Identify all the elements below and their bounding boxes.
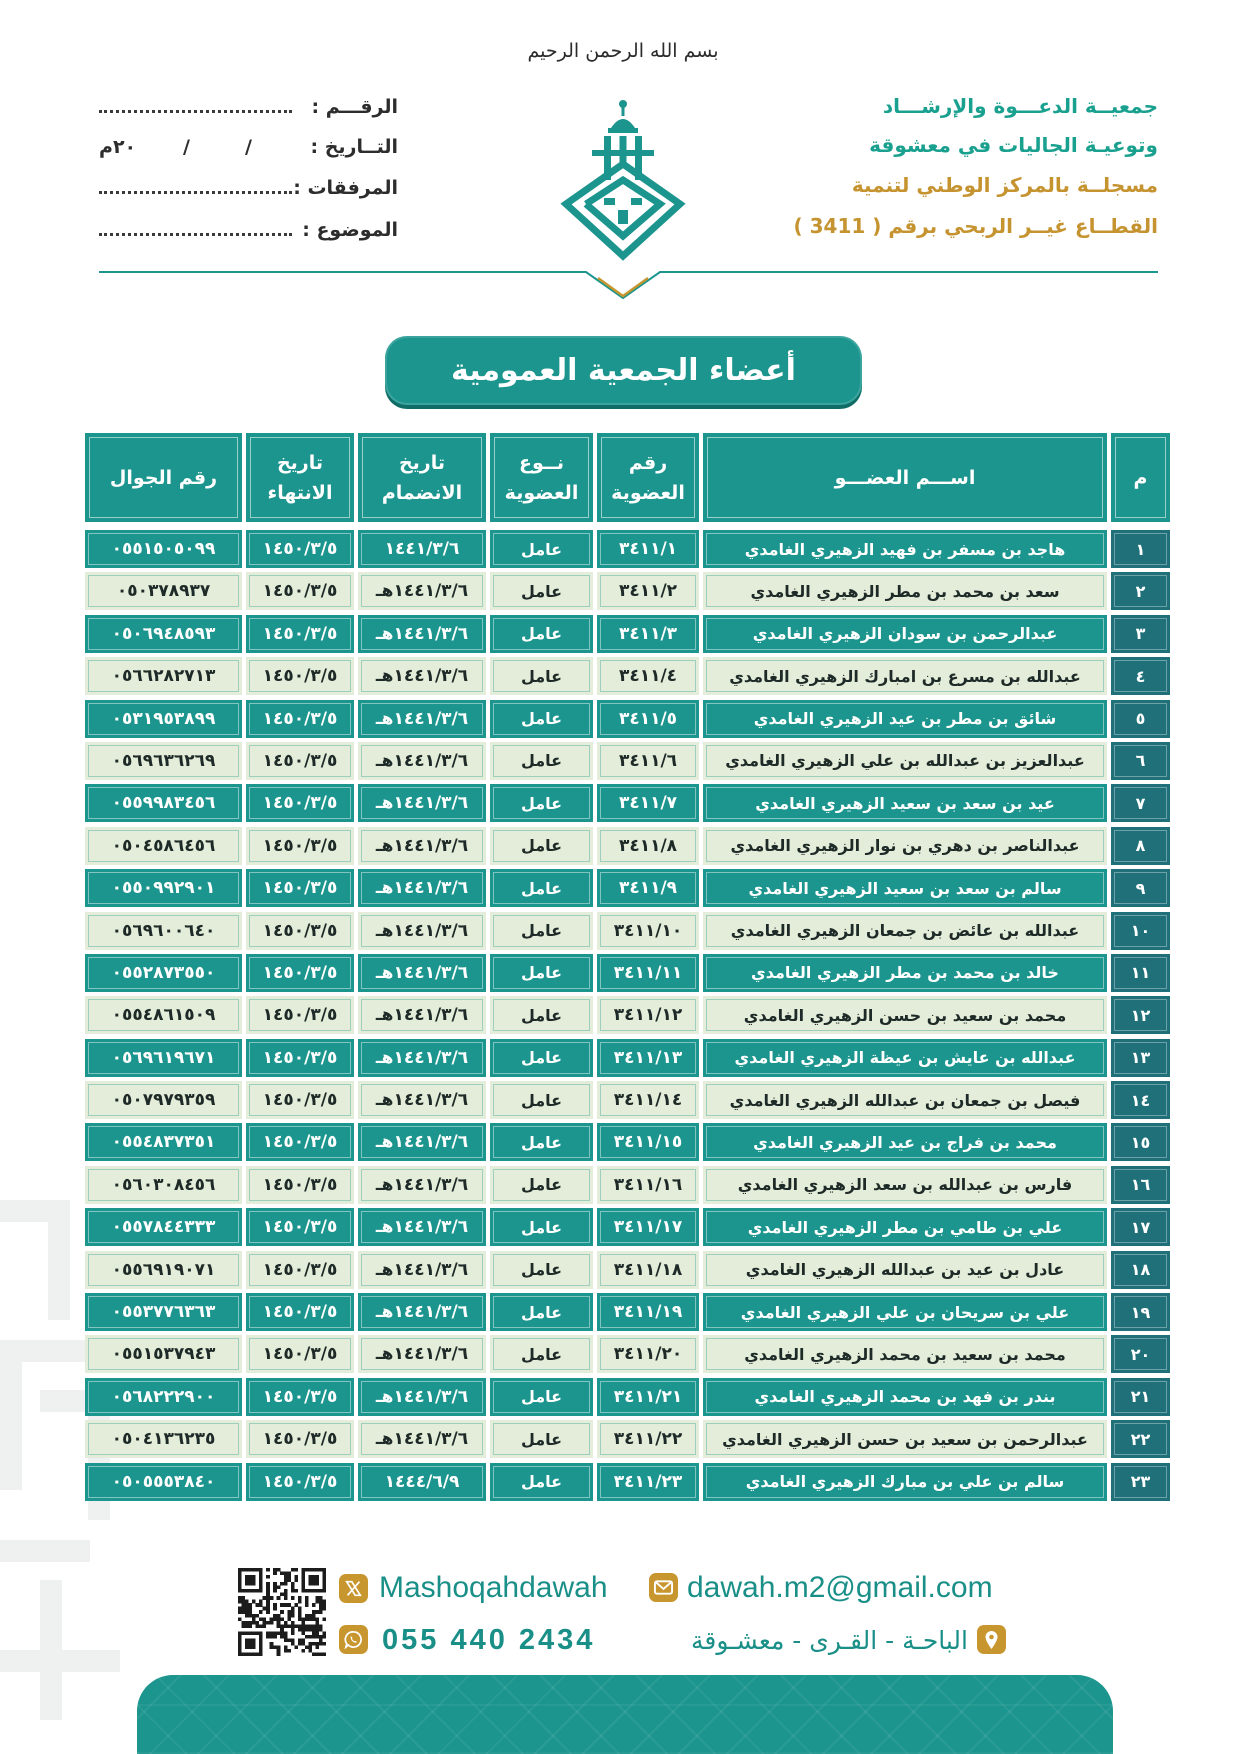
member-name-cell: سالم بن سعد بن سعيد الزهيري الغامدي bbox=[703, 869, 1107, 907]
row-number-cell: ١٥ bbox=[1111, 1123, 1170, 1161]
row-number-cell: ٢ bbox=[1111, 572, 1170, 610]
join-date-cell: ١٤٤١/٣/٦هـ bbox=[358, 869, 486, 907]
membership-number-cell: ٣٤١١/٧ bbox=[597, 784, 699, 822]
reference-number-dotted-line bbox=[99, 110, 292, 113]
header-membership-number-line2: العضوية bbox=[611, 481, 685, 504]
membership-number-cell: ٣٤١١/١٧ bbox=[597, 1208, 699, 1246]
row-number-cell: ١٧ bbox=[1111, 1208, 1170, 1246]
end-date-cell: ١٤٥٠/٣/٥ bbox=[246, 1039, 354, 1077]
membership-number-cell: ٣٤١١/٣ bbox=[597, 615, 699, 653]
membership-type-cell: عامل bbox=[490, 996, 593, 1034]
end-date-cell: ١٤٥٠/٣/٥ bbox=[246, 827, 354, 865]
phone-number-cell: ٠٥٠٤١٣٦٢٣٥ bbox=[85, 1420, 242, 1458]
membership-number-cell: ٣٤١١/١٩ bbox=[597, 1293, 699, 1331]
end-date-cell: ١٤٥٠/٣/٥ bbox=[246, 1378, 354, 1416]
end-date-cell: ١٤٥٠/٣/٥ bbox=[246, 742, 354, 780]
membership-type-cell: عامل bbox=[490, 1335, 593, 1373]
membership-type-cell: عامل bbox=[490, 657, 593, 695]
header-divider bbox=[0, 258, 1246, 308]
join-date-cell: ١٤٤٤/٦/٩ bbox=[358, 1463, 486, 1501]
twitter-handle: Mashoqahdawah bbox=[379, 1571, 608, 1604]
join-date-cell: ١٤٤١/٣/٦هـ bbox=[358, 615, 486, 653]
phone-number-cell: ٠٥٦٩٦٠٠٦٤٠ bbox=[85, 912, 242, 950]
member-name-cell: محمد بن سعيد بن حسن الزهيري الغامدي bbox=[703, 996, 1107, 1034]
row-number-cell: ٥ bbox=[1111, 700, 1170, 738]
table-row bbox=[85, 1039, 1170, 1077]
row-number-cell: ٨ bbox=[1111, 827, 1170, 865]
join-date-cell: ١٤٤١/٣/٦هـ bbox=[358, 827, 486, 865]
member-name-cell: عبدالله بن عائض بن جمعان الزهيري الغامدي bbox=[703, 912, 1107, 950]
membership-number-cell: ٣٤١١/١٢ bbox=[597, 996, 699, 1034]
header-member-name-label: اســـم العضـــو bbox=[834, 466, 976, 489]
end-date-cell: ١٤٥٠/٣/٥ bbox=[246, 1123, 354, 1161]
membership-number-cell: ٣٤١١/١٣ bbox=[597, 1039, 699, 1077]
end-date-cell: ١٤٥٠/٣/٥ bbox=[246, 996, 354, 1034]
phone-number-cell: ٠٥٥١٥٠٥٠٩٩ bbox=[85, 530, 242, 568]
membership-number-cell: ٣٤١١/٢٣ bbox=[597, 1463, 699, 1501]
end-date-cell: ١٤٥٠/٣/٥ bbox=[246, 1208, 354, 1246]
phone-number-cell: ٠٥٥٤٨٣٧٣٥١ bbox=[85, 1123, 242, 1161]
table-row bbox=[85, 1166, 1170, 1204]
membership-type-cell: عامل bbox=[490, 1208, 593, 1246]
phone-number-cell: ٠٥٥٩٩٨٣٤٥٦ bbox=[85, 784, 242, 822]
table-row bbox=[85, 869, 1170, 907]
table-row bbox=[85, 530, 1170, 568]
membership-number-cell: ٣٤١١/١٥ bbox=[597, 1123, 699, 1161]
phone-number-cell: ٠٥٠٣٧٨٩٣٧ bbox=[85, 572, 242, 610]
join-date-cell: ١٤٤١/٣/٦هـ bbox=[358, 1081, 486, 1119]
end-date-cell: ١٤٥٠/٣/٥ bbox=[246, 1166, 354, 1204]
org-registration-line2: القطــاع غيــر الربحي برقم ( 3411 ) bbox=[793, 214, 1158, 238]
end-date-cell: ١٤٥٠/٣/٥ bbox=[246, 1463, 354, 1501]
end-date-cell: ١٤٥٠/٣/٥ bbox=[246, 700, 354, 738]
end-date-cell: ١٤٥٠/٣/٥ bbox=[246, 912, 354, 950]
phone-number-cell: ٠٥٠٧٩٧٩٣٥٩ bbox=[85, 1081, 242, 1119]
x-icon bbox=[339, 1574, 368, 1603]
member-name-cell: عبدالرحمن بن سودان الزهيري الغامدي bbox=[703, 615, 1107, 653]
header-end-date-line1: تاريخ bbox=[276, 451, 324, 474]
membership-number-cell: ٣٤١١/١٤ bbox=[597, 1081, 699, 1119]
member-name-cell: فيصل بن جمعان بن عبدالله الزهيري الغامدي bbox=[703, 1081, 1107, 1119]
phone-number-cell: ٠٥٠٦٩٤٨٥٩٣ bbox=[85, 615, 242, 653]
member-name-cell: سعد بن محمد بن مطر الزهيري الغامدي bbox=[703, 572, 1107, 610]
subject-label: الموضوع : bbox=[302, 219, 398, 241]
end-date-cell: ١٤٥٠/٣/٥ bbox=[246, 615, 354, 653]
membership-number-cell: ٣٤١١/٢٠ bbox=[597, 1335, 699, 1373]
membership-type-cell: عامل bbox=[490, 784, 593, 822]
end-date-cell: ١٤٥٠/٣/٥ bbox=[246, 1293, 354, 1331]
join-date-cell: ١٤٤١/٣/٦هـ bbox=[358, 1039, 486, 1077]
table-row bbox=[85, 996, 1170, 1034]
association-logo bbox=[558, 98, 688, 263]
membership-type-cell: عامل bbox=[490, 1081, 593, 1119]
org-registration-line1: مسجلــة بالمركز الوطني لتنمية bbox=[851, 173, 1158, 197]
email-address: dawah.m2@gmail.com bbox=[687, 1571, 993, 1604]
member-name-cell: هاجد بن مسفر بن فهيد الزهيري الغامدي bbox=[703, 530, 1107, 568]
phone-number: 055 440 2434 bbox=[382, 1624, 596, 1656]
membership-number-cell: ٣٤١١/٤ bbox=[597, 657, 699, 695]
member-name-cell: عبدالله بن عايش بن عيظة الزهيري الغامدي bbox=[703, 1039, 1107, 1077]
table-header-row bbox=[85, 433, 1170, 522]
member-name-cell: عيد بن سعد بن سعيد الزهيري الغامدي bbox=[703, 784, 1107, 822]
end-date-cell: ١٤٥٠/٣/٥ bbox=[246, 530, 354, 568]
table-row bbox=[85, 1463, 1170, 1501]
row-number-cell: ١٣ bbox=[1111, 1039, 1170, 1077]
header-phone bbox=[85, 433, 242, 522]
attachments-label: المرفقات : bbox=[293, 177, 398, 199]
header-membership-number bbox=[597, 433, 699, 522]
member-name-cell: فارس بن عبدالله بن سعد الزهيري الغامدي bbox=[703, 1166, 1107, 1204]
join-date-cell: ١٤٤١/٣/٦هـ bbox=[358, 1208, 486, 1246]
join-date-cell: ١٤٤١/٣/٦هـ bbox=[358, 954, 486, 992]
member-name-cell: عبدالعزيز بن عبدالله بن علي الزهيري الغامدي bbox=[703, 742, 1107, 780]
table-row bbox=[85, 827, 1170, 865]
membership-type-cell: عامل bbox=[490, 700, 593, 738]
membership-type-cell: عامل bbox=[490, 869, 593, 907]
join-date-cell: ١٤٤١/٣/٦هـ bbox=[358, 1251, 486, 1289]
join-date-cell: ١٤٤١/٣/٦هـ bbox=[358, 742, 486, 780]
row-number-cell: ٢٢ bbox=[1111, 1420, 1170, 1458]
reference-number-label: الرقـــم : bbox=[311, 96, 398, 118]
whatsapp-icon bbox=[339, 1625, 368, 1654]
membership-number-cell: ٣٤١١/٢ bbox=[597, 572, 699, 610]
phone-number-cell: ٠٥٦٦٢٨٢٧١٣ bbox=[85, 657, 242, 695]
row-number-cell: ٢١ bbox=[1111, 1378, 1170, 1416]
basmala-calligraphy: بسم الله الرحمن الرحيم bbox=[527, 40, 719, 62]
members-table bbox=[85, 433, 1170, 1492]
end-date-cell: ١٤٥٠/٣/٥ bbox=[246, 1420, 354, 1458]
member-name-cell: علي بن سريحان بن علي الزهيري الغامدي bbox=[703, 1293, 1107, 1331]
header-end-date-line2: الانتهاء bbox=[267, 481, 333, 504]
phone-number-cell: ٠٥٥٣٧٧٦٣٦٣ bbox=[85, 1293, 242, 1331]
row-number-cell: ٢٣ bbox=[1111, 1463, 1170, 1501]
member-name-cell: بندر بن فهد بن محمد الزهيري الغامدي bbox=[703, 1378, 1107, 1416]
phone-number-cell: ٠٥٥٧٨٤٤٣٣٣ bbox=[85, 1208, 242, 1246]
member-name-cell: سالم بن علي بن مبارك الزهيري الغامدي bbox=[703, 1463, 1107, 1501]
header-number bbox=[1111, 433, 1170, 522]
end-date-cell: ١٤٥٠/٣/٥ bbox=[246, 869, 354, 907]
membership-number-cell: ٣٤١١/٥ bbox=[597, 700, 699, 738]
phone-number-cell: ٠٥٦٠٣٠٨٤٥٦ bbox=[85, 1166, 242, 1204]
row-number-cell: ١ bbox=[1111, 530, 1170, 568]
row-number-cell: ١٢ bbox=[1111, 996, 1170, 1034]
row-number-cell: ٢٠ bbox=[1111, 1335, 1170, 1373]
join-date-cell: ١٤٤١/٣/٦هـ bbox=[358, 1335, 486, 1373]
end-date-cell: ١٤٥٠/٣/٥ bbox=[246, 572, 354, 610]
table-row bbox=[85, 912, 1170, 950]
attachments-dotted-line bbox=[99, 191, 292, 194]
member-name-cell: عادل بن عيد بن عبدالله الزهيري الغامدي bbox=[703, 1251, 1107, 1289]
page-title: أعضاء الجمعية العمومية bbox=[385, 336, 862, 405]
member-name-cell: عبدالرحمن بن سعيد بن حسن الزهيري الغامدي bbox=[703, 1420, 1107, 1458]
membership-number-cell: ٣٤١١/٢١ bbox=[597, 1378, 699, 1416]
table-row bbox=[85, 1420, 1170, 1458]
header-join-date-line1: تاريخ bbox=[398, 451, 446, 474]
membership-type-cell: عامل bbox=[490, 742, 593, 780]
membership-type-cell: عامل bbox=[490, 1123, 593, 1161]
member-name-cell: محمد بن فراج بن عيد الزهيري الغامدي bbox=[703, 1123, 1107, 1161]
table-row bbox=[85, 784, 1170, 822]
email-icon bbox=[649, 1573, 678, 1602]
row-number-cell: ٩ bbox=[1111, 869, 1170, 907]
qr-code bbox=[238, 1568, 326, 1656]
phone-number-cell: ٠٥٥٦٩١٩٠٧١ bbox=[85, 1251, 242, 1289]
end-date-cell: ١٤٥٠/٣/٥ bbox=[246, 657, 354, 695]
end-date-cell: ١٤٥٠/٣/٥ bbox=[246, 1251, 354, 1289]
join-date-cell: ١٤٤١/٣/٦هـ bbox=[358, 700, 486, 738]
membership-number-cell: ٣٤١١/٦ bbox=[597, 742, 699, 780]
table-row bbox=[85, 657, 1170, 695]
membership-type-cell: عامل bbox=[490, 912, 593, 950]
row-number-cell: ٦ bbox=[1111, 742, 1170, 780]
phone-number-cell: ٠٥٥٤٨٦١٥٠٩ bbox=[85, 996, 242, 1034]
phone-number-cell: ٠٥٥٠٩٩٢٩٠١ bbox=[85, 869, 242, 907]
header-membership-type bbox=[490, 433, 593, 522]
table-row bbox=[85, 1081, 1170, 1119]
membership-type-cell: عامل bbox=[490, 572, 593, 610]
org-name-line1: جمعيــة الدعـــوة والإرشـــاد bbox=[882, 94, 1158, 118]
membership-type-cell: عامل bbox=[490, 1039, 593, 1077]
join-date-cell: ١٤٤١/٣/٦هـ bbox=[358, 1123, 486, 1161]
footer-decorative-band bbox=[137, 1675, 1113, 1754]
table-row bbox=[85, 572, 1170, 610]
membership-number-cell: ٣٤١١/١ bbox=[597, 530, 699, 568]
join-date-cell: ١٤٤١/٣/٦هـ bbox=[358, 572, 486, 610]
table-row bbox=[85, 1335, 1170, 1373]
location-text: الباحـة - القـرى - معشـوقة bbox=[691, 1626, 968, 1655]
membership-number-cell: ٣٤١١/١١ bbox=[597, 954, 699, 992]
membership-number-cell: ٣٤١١/١٨ bbox=[597, 1251, 699, 1289]
header-end-date bbox=[246, 433, 354, 522]
date-label: التــاريخ : bbox=[310, 136, 398, 158]
join-date-cell: ١٤٤١/٣/٦ bbox=[358, 530, 486, 568]
join-date-cell: ١٤٤١/٣/٦هـ bbox=[358, 784, 486, 822]
member-name-cell: علي بن طامي بن مطر الزهيري الغامدي bbox=[703, 1208, 1107, 1246]
header-join-date bbox=[358, 433, 486, 522]
join-date-cell: ١٤٤١/٣/٦هـ bbox=[358, 1166, 486, 1204]
membership-type-cell: عامل bbox=[490, 1463, 593, 1501]
member-name-cell: خالد بن محمد بن مطر الزهيري الغامدي bbox=[703, 954, 1107, 992]
phone-number-cell: ٠٥٦٩٦١٩٦٧١ bbox=[85, 1039, 242, 1077]
row-number-cell: ١٨ bbox=[1111, 1251, 1170, 1289]
phone-number-cell: ٠٥٠٥٥٥٣٨٤٠ bbox=[85, 1463, 242, 1501]
membership-number-cell: ٣٤١١/٨ bbox=[597, 827, 699, 865]
end-date-cell: ١٤٥٠/٣/٥ bbox=[246, 784, 354, 822]
header-join-date-line2: الانضمام bbox=[381, 481, 463, 504]
subject-dotted-line bbox=[99, 233, 292, 236]
membership-type-cell: عامل bbox=[490, 1166, 593, 1204]
header-member-name bbox=[703, 433, 1107, 522]
table-row bbox=[85, 1251, 1170, 1289]
membership-number-cell: ٣٤١١/٢٢ bbox=[597, 1420, 699, 1458]
location-pin-icon bbox=[977, 1625, 1006, 1654]
join-date-cell: ١٤٤١/٣/٦هـ bbox=[358, 657, 486, 695]
end-date-cell: ١٤٥٠/٣/٥ bbox=[246, 1081, 354, 1119]
row-number-cell: ٧ bbox=[1111, 784, 1170, 822]
row-number-cell: ١٦ bbox=[1111, 1166, 1170, 1204]
date-separator: / bbox=[245, 136, 252, 158]
header-membership-number-line1: رقم bbox=[628, 451, 668, 474]
join-date-cell: ١٤٤١/٣/٦هـ bbox=[358, 1420, 486, 1458]
phone-number-cell: ٠٥٥١٥٣٧٩٤٣ bbox=[85, 1335, 242, 1373]
phone-number-cell: ٠٥٣١٩٥٣٨٩٩ bbox=[85, 700, 242, 738]
phone-number-cell: ٠٥٦٨٢٢٢٩٠٠ bbox=[85, 1378, 242, 1416]
date-year-suffix: ٢٠م bbox=[99, 136, 137, 158]
row-number-cell: ١٠ bbox=[1111, 912, 1170, 950]
membership-number-cell: ٣٤١١/١٠ bbox=[597, 912, 699, 950]
date-separator: / bbox=[183, 136, 190, 158]
org-name-line2: وتوعيـة الجاليات في معشوقة bbox=[869, 133, 1158, 157]
membership-type-cell: عامل bbox=[490, 1420, 593, 1458]
membership-type-cell: عامل bbox=[490, 954, 593, 992]
table-row bbox=[85, 615, 1170, 653]
table-row bbox=[85, 954, 1170, 992]
join-date-cell: ١٤٤١/٣/٦هـ bbox=[358, 996, 486, 1034]
join-date-cell: ١٤٤١/٣/٦هـ bbox=[358, 1378, 486, 1416]
phone-number-cell: ٠٥٦٩٦٣٦٢٦٩ bbox=[85, 742, 242, 780]
membership-number-cell: ٣٤١١/١٦ bbox=[597, 1166, 699, 1204]
table-row bbox=[85, 742, 1170, 780]
membership-type-cell: عامل bbox=[490, 615, 593, 653]
member-name-cell: شائق بن مطر بن عيد الزهيري الغامدي bbox=[703, 700, 1107, 738]
header-membership-type-line2: العضوية bbox=[504, 481, 579, 504]
membership-number-cell: ٣٤١١/٩ bbox=[597, 869, 699, 907]
membership-type-cell: عامل bbox=[490, 1293, 593, 1331]
row-number-cell: ١١ bbox=[1111, 954, 1170, 992]
row-number-cell: ٤ bbox=[1111, 657, 1170, 695]
end-date-cell: ١٤٥٠/٣/٥ bbox=[246, 1335, 354, 1373]
row-number-cell: ١٤ bbox=[1111, 1081, 1170, 1119]
table-row bbox=[85, 700, 1170, 738]
member-name-cell: محمد بن سعيد بن محمد الزهيري الغامدي bbox=[703, 1335, 1107, 1373]
header-number-label: م bbox=[1133, 466, 1148, 489]
table-row bbox=[85, 1293, 1170, 1331]
phone-number-cell: ٠٥٥٢٨٧٣٥٥٠ bbox=[85, 954, 242, 992]
join-date-cell: ١٤٤١/٣/٦هـ bbox=[358, 912, 486, 950]
table-row bbox=[85, 1123, 1170, 1161]
member-name-cell: عبدالناصر بن دهري بن نوار الزهيري الغامدي bbox=[703, 827, 1107, 865]
header-phone-label: رقم الجوال bbox=[109, 466, 218, 489]
table-row bbox=[85, 1208, 1170, 1246]
member-name-cell: عبدالله بن مسرع بن امبارك الزهيري الغامدي bbox=[703, 657, 1107, 695]
row-number-cell: ٣ bbox=[1111, 615, 1170, 653]
membership-type-cell: عامل bbox=[490, 827, 593, 865]
membership-type-cell: عامل bbox=[490, 1378, 593, 1416]
membership-type-cell: عامل bbox=[490, 530, 593, 568]
header-membership-type-line1: نــوع bbox=[519, 451, 565, 474]
table-body bbox=[85, 530, 1170, 1501]
row-number-cell: ١٩ bbox=[1111, 1293, 1170, 1331]
table-row bbox=[85, 1378, 1170, 1416]
membership-type-cell: عامل bbox=[490, 1251, 593, 1289]
join-date-cell: ١٤٤١/٣/٦هـ bbox=[358, 1293, 486, 1331]
end-date-cell: ١٤٥٠/٣/٥ bbox=[246, 954, 354, 992]
phone-number-cell: ٠٥٠٤٥٨٦٤٥٦ bbox=[85, 827, 242, 865]
